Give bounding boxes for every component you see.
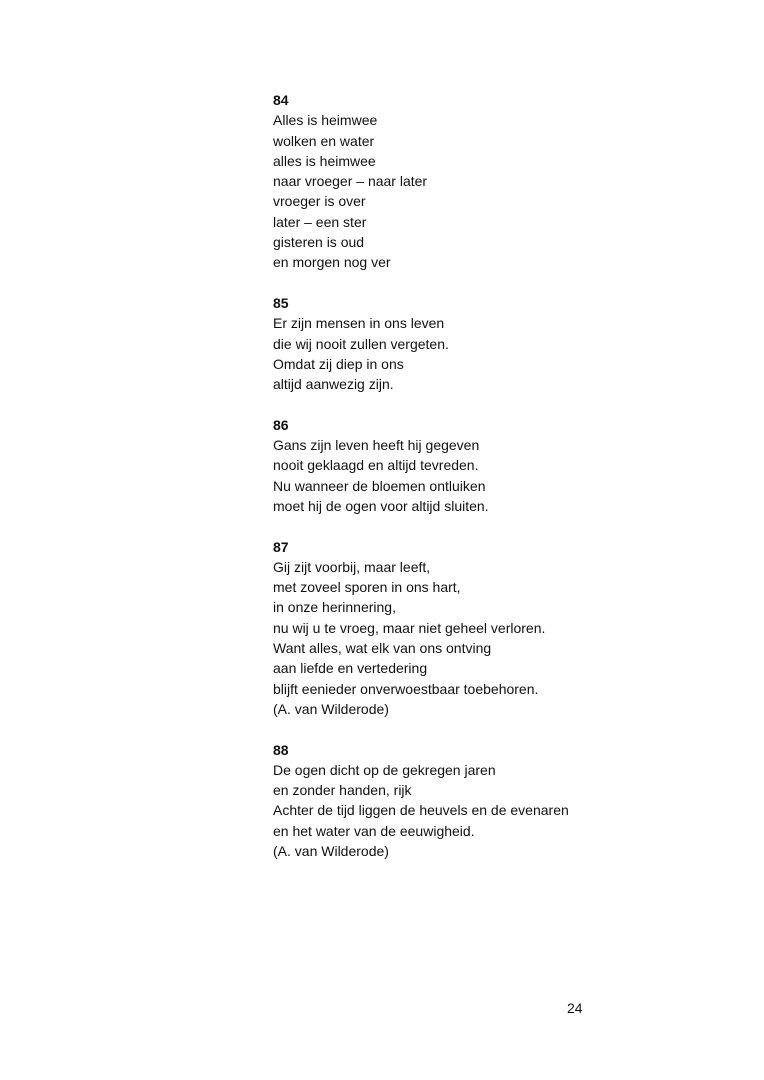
- poem-attribution: (A. van Wilderode): [273, 700, 389, 717]
- poem-line: Gij zijt voorbij, maar leeft,: [273, 558, 431, 575]
- poem-line: Omdat zij diep in ons: [273, 355, 404, 372]
- poem-number: 85: [273, 294, 289, 311]
- poem-collection: [273, 90, 633, 882]
- poem-86: [273, 415, 633, 516]
- poem-line: en het water van de eeuwigheid.: [273, 822, 475, 839]
- poem-line: moet hij de ogen voor altijd sluiten.: [273, 497, 489, 514]
- poem-line: met zoveel sporen in ons hart,: [273, 579, 461, 596]
- poem-line: in onze herinnering,: [273, 599, 396, 616]
- poem-attribution: (A. van Wilderode): [273, 842, 389, 859]
- poem-line: Want alles, wat elk van ons ontving: [273, 640, 492, 657]
- poem-line: Achter de tijd liggen de heuvels en de evenaren: [273, 802, 569, 819]
- poem-line: aan liefde en vertedering: [273, 660, 428, 677]
- poem-84: [273, 90, 633, 273]
- poem-line: Gans zijn leven heeft hij gegeven: [273, 437, 480, 454]
- poem-line: blijft eenieder onverwoestbaar toebehoren.: [273, 680, 539, 697]
- poem-line: alles is heimwee: [273, 152, 376, 169]
- poem-number: 87: [273, 538, 289, 555]
- poem-line: Nu wanneer de bloemen ontluiken: [273, 477, 486, 494]
- poem-line: en morgen nog ver: [273, 254, 391, 271]
- poem-line: nu wij u te vroeg, maar niet geheel verloren.: [273, 619, 546, 636]
- poem-line: die wij nooit zullen vergeten.: [273, 335, 449, 352]
- poem-85: [273, 293, 633, 394]
- poem-number: 88: [273, 741, 289, 758]
- poem-line: De ogen dicht op de gekregen jaren: [273, 761, 496, 778]
- poem-number: 84: [273, 92, 289, 108]
- poem-line: gisteren is oud: [273, 234, 365, 251]
- poem-line: Er zijn mensen in ons leven: [273, 315, 445, 332]
- poem-line: wolken en water: [273, 132, 375, 149]
- poem-line: Alles is heimwee: [273, 112, 378, 129]
- poem-line: later – een ster: [273, 213, 367, 230]
- poem-line: naar vroeger – naar later: [273, 173, 428, 190]
- poem-line: vroeger is over: [273, 193, 366, 210]
- poem-88: [273, 740, 633, 862]
- poem-line: nooit geklaagd en altijd tevreden.: [273, 457, 479, 474]
- poem-87: [273, 537, 633, 720]
- poem-line: altijd aanwezig zijn.: [273, 376, 394, 393]
- poem-line: en zonder handen, rijk: [273, 782, 412, 799]
- poem-number: 86: [273, 416, 289, 433]
- page-number: 24: [567, 1000, 583, 1016]
